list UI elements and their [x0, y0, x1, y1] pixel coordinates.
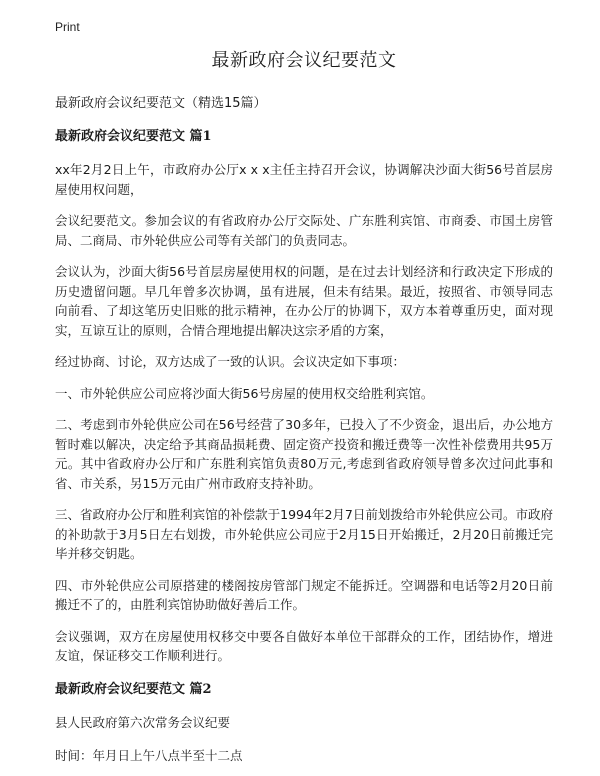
paragraph: 一、市外轮供应公司应将沙面大街56号房屋的使用权交给胜利宾馆。	[55, 385, 434, 401]
page-title: 最新政府会议纪要范文	[211, 50, 397, 71]
paragraph: 时间：年月日上午八点半至十二点	[55, 747, 243, 763]
paragraph: 县人民政府第六次常务会议纪要	[55, 714, 231, 730]
print-link[interactable]: Print	[55, 20, 80, 34]
paragraph: 二、考虑到市外轮供应公司在56号经营了30多年，已投入了不少资金，退出后，办公地方暂时难以解决，决定给予其商品损耗费、固定资产投资和搬迁费等一次性补偿费用共95万元。其中省政府办公厅和广东胜利宾馆负责80万元,考虑到省政府领导曾多次过问此事和省、市关系，另15万元由广州市政府支持补助。	[55, 417, 553, 491]
paragraph: xx年2月2日上午，市政府办公厅x x x主任主持召开会议，协调解决沙面大街56号首层房屋使用权问题，	[55, 162, 553, 197]
paragraph: 四、市外轮供应公司原搭建的楼阁按房管部门规定不能拆迁。空调器和电话等2月20日前搬迁不了的，由胜利宾馆协助做好善后工作。	[55, 577, 553, 612]
paragraph: 会议认为，沙面大街56号首层房屋使用权的问题，是在过去计划经济和行政决定下形成的历史遗留问题。早几年曾多次协调，虽有进展，但未有结果。最近，按照省、市领导同志向前看、了却这笔历史旧账的批示精神，在办公厅的协调下，双方本着尊重历史，面对现实，互谅互让的原则，合情合理地提出解决这宗矛盾的方案，	[55, 264, 553, 338]
paragraph: 三、省政府办公厅和胜利宾馆的补偿款于1994年2月7日前划拨给市外轮供应公司。市政府的补助款于3月5日左右划拨，市外轮供应公司应于2月15日开始搬迁，2月20日前搬迁完毕并移交钥匙。	[55, 507, 553, 561]
section-heading-2: 最新政府会议纪要范文 篇2	[55, 681, 212, 697]
paragraph: 经过协商、讨论，双方达成了一致的认识。会议决定如下事项：	[55, 354, 406, 369]
paragraph: 会议强调，双方在房屋使用权移交中要各自做好本单位干部群众的工作，团结协作，增进友谊，保证移交工作顺利进行。	[55, 628, 553, 663]
document-subtitle: 最新政府会议纪要范文（精选15篇）	[55, 96, 267, 111]
paragraph: 会议纪要范文。参加会议的有省政府办公厅交际处、广东胜利宾馆、市商委、市国土房管局、二商局、市外轮供应公司等有关部门的负责同志。	[55, 213, 553, 248]
document	[55, 48, 553, 765]
section-heading-1: 最新政府会议纪要范文 篇1	[55, 129, 212, 144]
